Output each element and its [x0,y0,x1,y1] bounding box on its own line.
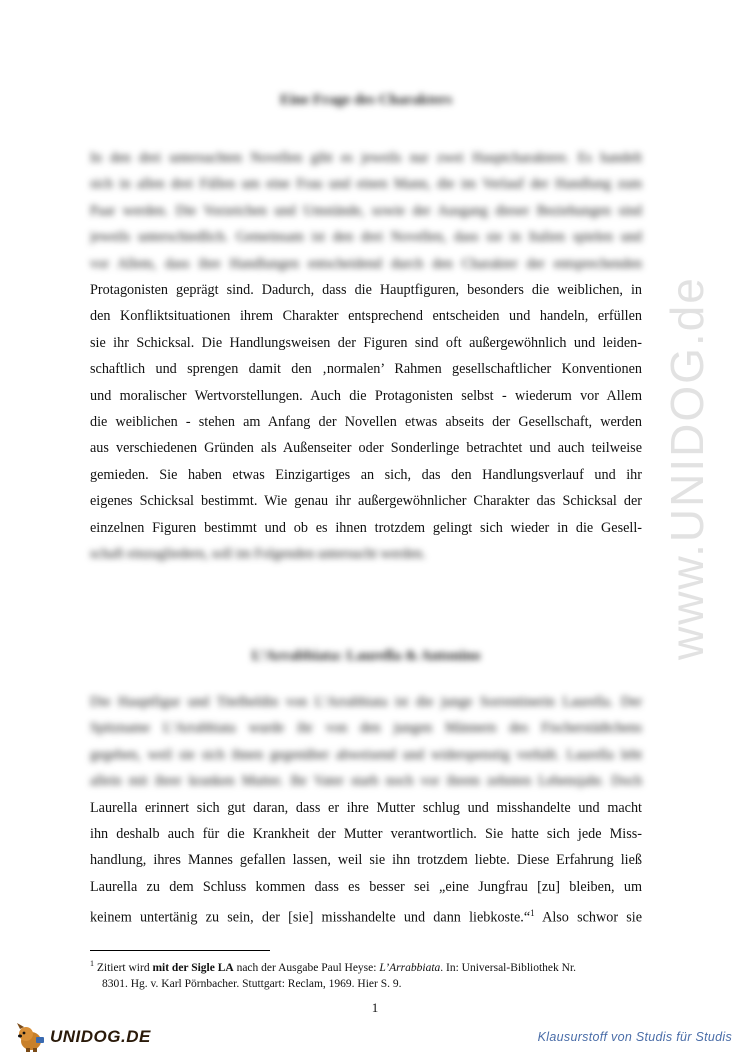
section2-title: L’Arrabbiata: Laurella & Antonino [251,648,481,664]
slogan: Klausurstoff von Studis für Studis [537,1030,732,1044]
logo-text: UNIDOG.DE [50,1027,151,1046]
text-line: sie ihr Schicksal. Die Handlungsweisen der Figuren sind oft außergewöhnlich und leiden- [90,334,642,351]
footnote-line-2: 8301. Hg. v. Karl Pörnbacher. Stuttgart: Reclam, 1969. Hier S. 9. [102,977,402,990]
footnote-title: L’Arrabbiata [379,961,441,974]
text-line: gemieden. Sie haben etwas Einzigartiges an sich, das den Handlungsverlauf und ihr [90,466,642,483]
text-line: Laurella erinnert sich gut daran, dass er ihre Mutter schlug und misshandelte und macht [90,799,642,816]
text-line: gegeben, weil sie sich ihnen gegenüber abweisend und widerspenstig verhält. Laurella lebt [90,746,642,763]
text-line: Paar werden. Die Vorzeichen und Umstände, sowie der Ausgang dieser Beziehungen sind [90,202,642,219]
section1-blurred-bottom [90,541,642,567]
section2-body [90,689,642,931]
footnote-text: . In: Universal-Bibliothek Nr. [440,961,577,974]
watermark: www.UNIDOG.de [661,276,713,660]
footnote-text: nach der Ausgabe Paul Heyse: [233,961,380,974]
text-line: In den drei untersuchten Novellen gibt es jeweils nur zwei Hauptcharaktere. Es handelt [90,150,642,166]
footnote-text: Zitiert wird [94,961,153,974]
footnote-ref[interactable]: 1 [530,908,535,919]
section1-title: Eine Frage des Charakters [279,92,453,108]
text-line: vor Allem, dass ihre Handlungen entscheidend durch den Charakter der entsprechenden [90,255,642,272]
text-line: und moralischer Wertvorstellungen. Auch die Protagonisten selbst - wiederum vor Allem [90,387,642,404]
footnote [90,956,650,992]
text-line-part: Also schwor sie [534,909,642,926]
page-number: 1 [371,1000,379,1015]
footnote-bold: mit der Sigle LA [152,961,234,974]
section1-body [90,145,642,568]
dog-icon [14,1021,48,1053]
text-line: Spitzname L’Arrabbiata wurde ihr von den jungen Männern des Fischerstädtchens [90,720,642,737]
footnote-line-1 [90,959,577,974]
text-line: Protagonisten geprägt sind. Dadurch, dass die Hauptfiguren, besonders die weiblichen, in [90,282,642,299]
text-line: jeweils unterschiedlich. Gemeinsam ist den drei Novellen, dass sie in Italien spielen und [90,229,642,246]
text-line: einzelnen Figuren bestimmt und ob es ihnen trotzdem gelingt sich wieder in die Gesell- [90,519,642,536]
section1-blurred-top [90,145,642,277]
text-line: ihn deshalb auch für die Krankheit der Mutter verantwortlich. Sie hatte sich jede Miss- [90,826,642,843]
text-line: Die Hauptfigur und Titelheldin von L’Arrabbiata ist die junge Sorrentinerin Laurella. Der [90,694,642,710]
text-line: aus verschiedenen Gründen als Außenseiter oder Sonderlinge betrachtet und auch teilweise [90,440,642,457]
text-line: schaftlich und sprengen damit den ‚normalen’ Rahmen gesellschaftlicher Konventionen [90,361,642,378]
text-line: handlung, ihres Mannes gefallen lassen, weil sie ihn trotzdem liebte. Diese Erfahrung ließ [90,852,642,869]
text-line: eigenes Schicksal bestimmt. Wie genau ihr außergewöhnlicher Charakter das Schicksal der [90,493,642,510]
unidog-logo[interactable] [14,1020,164,1054]
text-line: Laurella zu dem Schluss kommen dass es besser sei „eine Jungfrau [zu] bleiben, um [90,878,642,895]
text-line: schaft einzugliedern, soll im Folgenden untersucht werden. [90,546,426,563]
footnote-divider [90,950,270,951]
text-line-part: keinem untertänig zu sein, der [sie] misshandelte und dann liebkoste.“ [90,909,531,926]
text-line: die weiblichen - stehen am Anfang der Novellen etwas abseits der Gesellschaft, werden [90,414,642,431]
footnote-marker: 1 [90,959,94,968]
section2-blurred-top [90,689,642,795]
text-line: den Konfliktsituationen ihrem Charakter entsprechend entscheiden und handeln, erfüllen [90,308,642,325]
text-line: allein mit ihrer kranken Mutter. Ihr Vater starb noch vor ihrem zehnten Lebensjahr. Doch [90,773,642,790]
text-line: sich in allen drei Fällen um eine Frau und einen Mann, die im Verlauf der Handlung zum [90,176,642,193]
text-line-with-footnote-ref [90,900,642,931]
